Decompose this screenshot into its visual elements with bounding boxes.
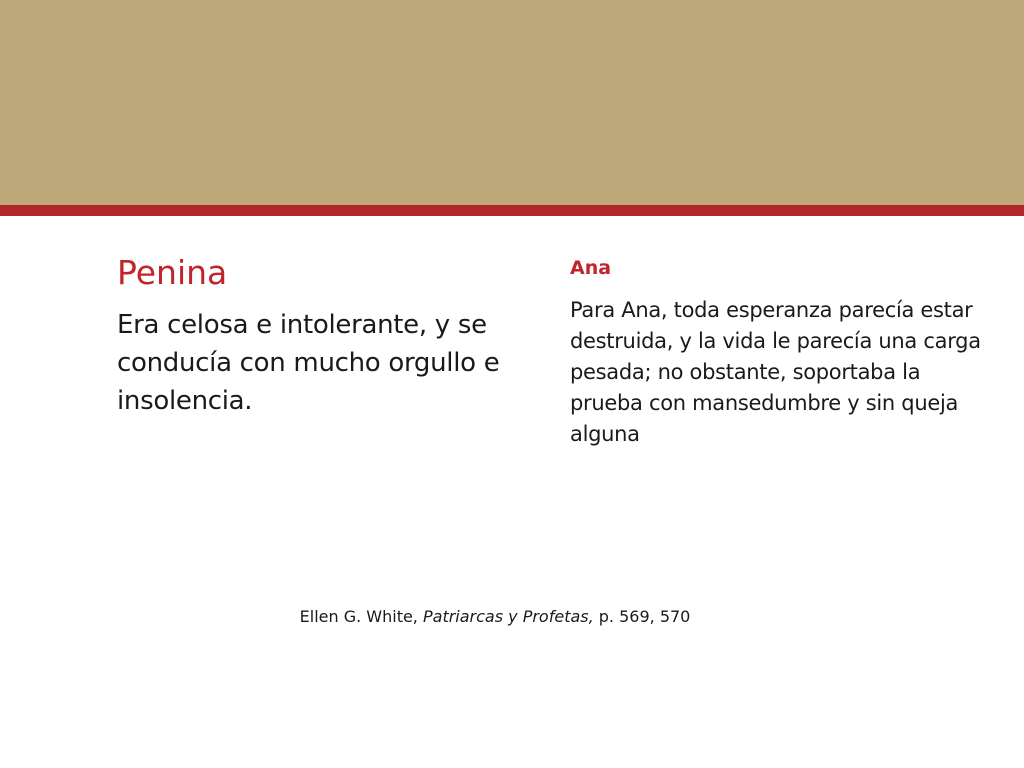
citation-pages: p. 569, 570 (593, 607, 691, 626)
accent-stripe (0, 205, 1024, 216)
citation-book-title: Patriarcas y Profetas, (422, 607, 594, 626)
left-column-heading: Penina (117, 253, 228, 292)
citation-author: Ellen G. White, (299, 607, 423, 626)
right-column (570, 255, 990, 450)
right-column-heading: Ana (570, 257, 612, 279)
header-band (0, 0, 1024, 205)
left-column-body: Era celosa e intolerante, y se conducía con mucho orgullo e insolencia. (117, 310, 500, 416)
citation (0, 606, 990, 628)
right-column-body: Para Ana, toda esperanza parecía estar destruida, y la vida le parecía una carga pesada; no obstante, soportaba la prueba con mansedumbre y sin queja alguna (570, 298, 981, 446)
left-column (117, 252, 527, 420)
